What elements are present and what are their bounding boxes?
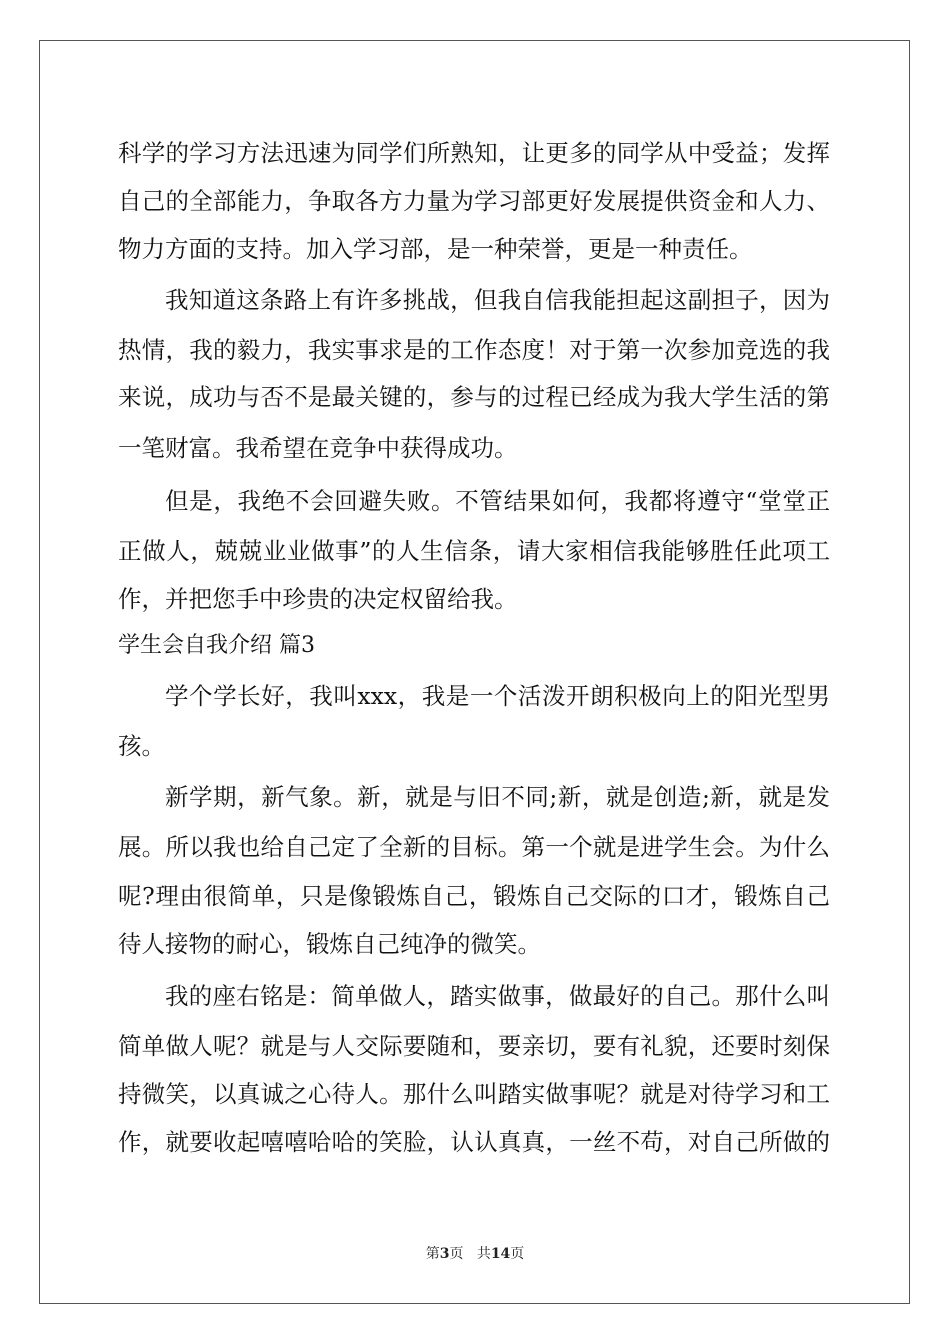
total-pages: 14 xyxy=(490,1246,511,1262)
body-line: 学个学长好，我叫xxx，我是一个活泼开朗积极向上的阳光型男 xyxy=(165,682,830,710)
body-line: 待人接物的耐心，锻炼自己纯净的微笑。 xyxy=(118,930,541,958)
page-suffix: 页 xyxy=(449,1246,464,1262)
page-border xyxy=(39,40,910,1304)
body-line: 孩。 xyxy=(118,732,165,760)
body-line: 物力方面的支持。加入学习部，是一种荣誉，更是一种责任。 xyxy=(118,235,753,263)
body-line: 但是，我绝不会回避失败。不管结果如何，我都将遵守“堂堂正 xyxy=(165,487,830,515)
body-line: 展。所以我也给自己定了全新的目标。第一个就是进学生会。为什么 xyxy=(118,833,830,861)
body-line: 持微笑，以真诚之心待人。那什么叫踏实做事呢？就是对待学习和工 xyxy=(118,1080,830,1108)
body-line: 我知道这条路上有许多挑战，但我自信我能担起这副担子，因为 xyxy=(165,286,830,314)
body-line: 简单做人呢？就是与人交际要随和，要亲切，要有礼貌，还要时刻保 xyxy=(118,1032,830,1060)
total-suffix: 页 xyxy=(510,1246,525,1262)
body-line: 呢?理由很简单，只是像锻炼自己，锻炼自己交际的口才，锻炼自己 xyxy=(118,882,830,910)
body-line: 作，并把您手中珍贵的决定权留给我。 xyxy=(118,585,518,613)
body-line: 科学的学习方法迅速为同学们所熟知，让更多的同学从中受益；发挥 xyxy=(118,139,830,167)
body-line: 作，就要收起嘻嘻哈哈的笑脸，认认真真，一丝不苟，对自己所做的 xyxy=(118,1128,830,1156)
body-line: 来说，成功与否不是最关键的，参与的过程已经成为我大学生活的第 xyxy=(118,383,830,411)
body-line: 一笔财富。我希望在竞争中获得成功。 xyxy=(118,434,518,462)
total-prefix: 共 xyxy=(476,1246,491,1262)
page-prefix: 第 xyxy=(425,1246,440,1262)
page-number: 3 xyxy=(439,1246,450,1262)
body-line: 热情，我的毅力，我实事求是的工作态度！对于第一次参加竞选的我 xyxy=(118,336,830,364)
page-footer xyxy=(0,1245,950,1263)
body-line: 自己的全部能力，争取各方力量为学习部更好发展提供资金和人力、 xyxy=(118,187,830,215)
body-line: 新学期，新气象。新，就是与旧不同;新，就是创造;新，就是发 xyxy=(165,783,830,811)
body-line: 正做人，兢兢业业做事”的人生信条，请大家相信我能够胜任此项工 xyxy=(118,537,830,565)
section-heading: 学生会自我介绍 篇3 xyxy=(118,633,315,658)
body-line: 我的座右铭是：简单做人，踏实做事，做最好的自己。那什么叫 xyxy=(165,982,830,1010)
